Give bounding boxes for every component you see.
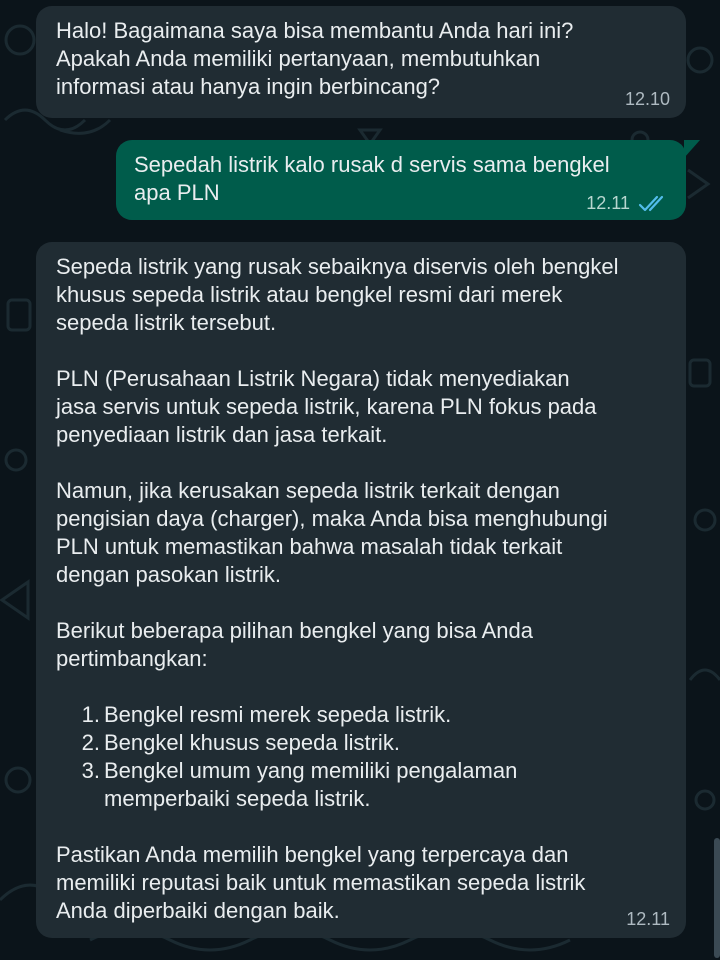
list-number: 1. [81, 702, 100, 727]
list-item [56, 757, 666, 813]
list-number: 2. [81, 730, 100, 755]
outgoing-bubble-tail [684, 140, 700, 158]
numbered-list [56, 701, 666, 813]
list-text: Bengkel resmi merek sepeda listrik. [104, 702, 452, 727]
message-timestamp: 12.11 [586, 193, 668, 214]
list-text: Bengkel umum yang memiliki pengalaman memperbaiki sepeda listrik. [104, 758, 518, 811]
message-body [56, 253, 666, 925]
scrollbar[interactable] [714, 838, 720, 958]
message-bubble-incoming[interactable] [36, 6, 686, 118]
list-text: Bengkel khusus sepeda listrik. [104, 730, 400, 755]
message-paragraph: Namun, jika kerusakan sepeda listrik terkait dengan pengisian daya (charger), maka Anda bisa menghubungi PLN untuk memastikan bahwa masalah tidak terkait dengan pasokan listrik. [56, 478, 608, 587]
message-paragraph: Berikut beberapa pilihan bengkel yang bisa Anda pertimbangkan: [56, 618, 534, 671]
message-timestamp: 12.10 [624, 89, 670, 109]
message-text: Sepedah listrik kalo rusak d servis sama bengkel apa PLN [134, 152, 610, 205]
message-bubble-incoming[interactable] [36, 242, 686, 938]
message-text: Halo! Bagaimana saya bisa membantu Anda hari ini? Apakah Anda memiliki pertanyaan, membutuhkan informasi atau hanya ingin berbincang? [56, 18, 574, 99]
message-paragraph: Pastikan Anda memilih bengkel yang terpercaya dan memiliki reputasi baik untuk memastikan sepeda listrik Anda diperbaiki dengan baik. [56, 842, 586, 923]
message-paragraph: PLN (Perusahaan Listrik Negara) tidak menyediakan jasa servis untuk sepeda listrik, karena PLN fokus pada penyediaan listrik dan jasa terkait. [56, 366, 597, 447]
message-timestamp: 12.11 [626, 909, 670, 929]
message-bubble-outgoing[interactable] [116, 140, 686, 220]
list-number: 3. [81, 758, 100, 783]
double-check-read-icon [638, 194, 668, 214]
list-item [56, 729, 666, 757]
message-paragraph: Sepeda listrik yang rusak sebaiknya diservis oleh bengkel khusus sepeda listrik atau bengkel resmi dari merek sepeda listrik tersebut. [56, 254, 619, 335]
list-item [56, 701, 666, 729]
